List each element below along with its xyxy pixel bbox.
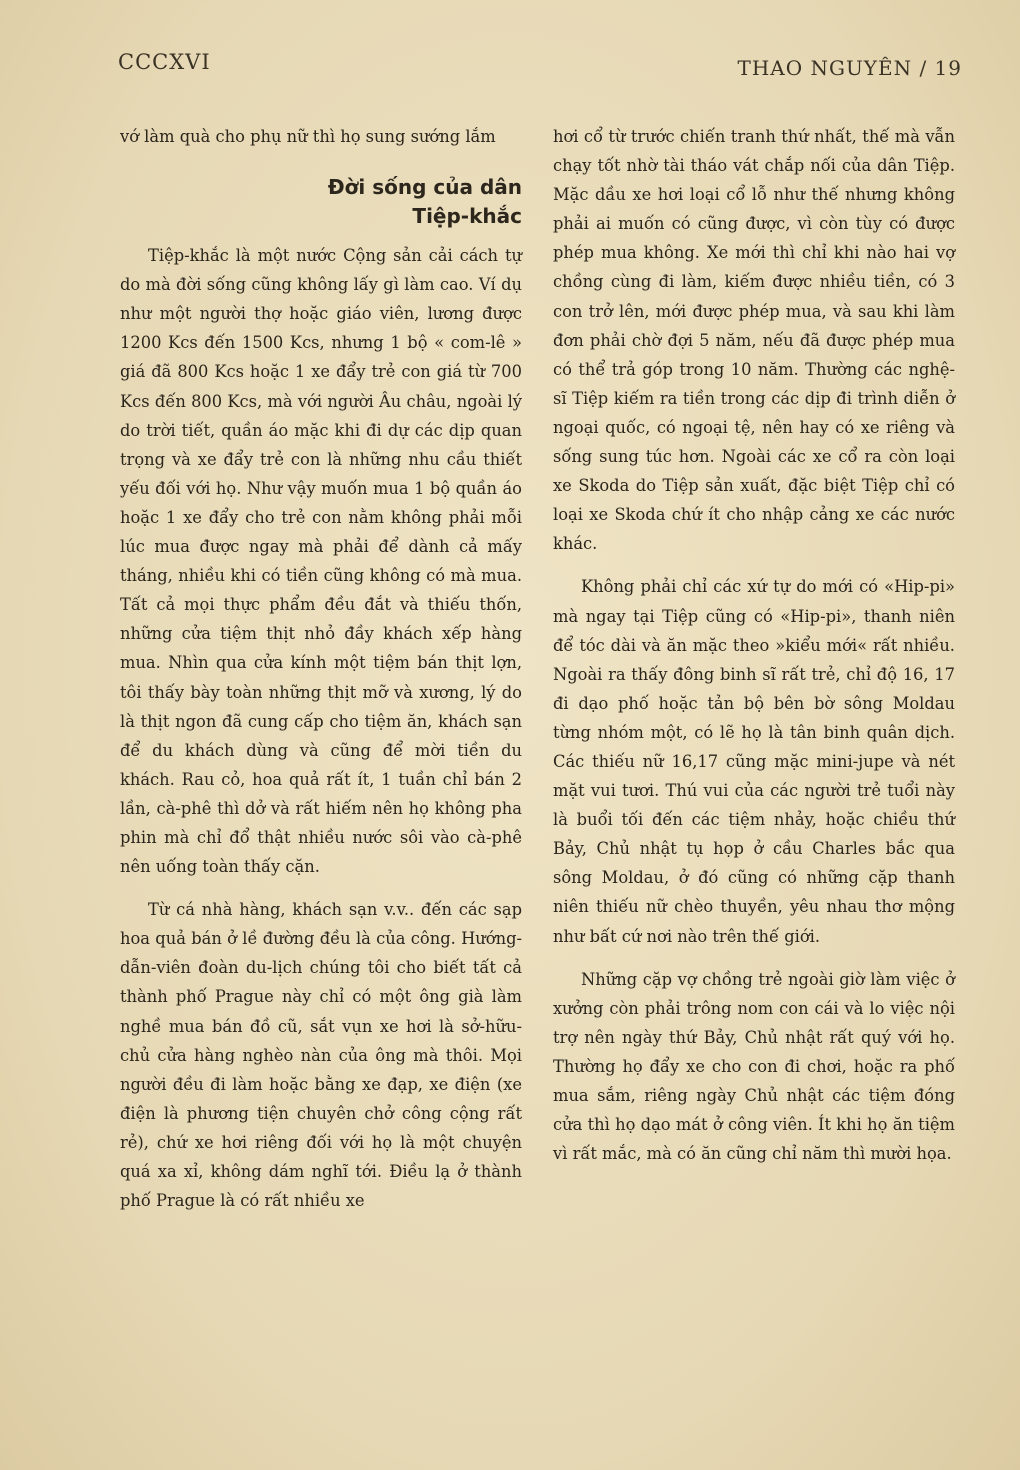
section-heading bbox=[120, 173, 522, 231]
paragraph: Từ cá nhà hàng, khách sạn v.v.. đến các sạp hoa quả bán ở lề đường đều là của công. Hướng-dẫn-viên đoàn du-lịch chúng tôi cho biết tất cả thành phố Prague này chỉ có một ông già làm nghề mua bán đồ cũ, sắt vụn xe hơi là sở-hữu-chủ cửa hàng nghèo nàn của ông mà thôi. Mọi người đều đi làm hoặc bằng xe đạp, xe điện (xe điện là phương tiện chuyên chở công cộng rất rẻ), chứ xe hơi riêng đối với họ là một chuyện quá xa xỉ, không dám nghĩ tới. Điều lạ ở thành phố Prague là có rất nhiều xe bbox=[120, 900, 522, 1211]
running-header: THAO NGUYÊN / 19 bbox=[737, 56, 962, 80]
paragraph: Những cặp vợ chồng trẻ ngoài giờ làm việc ở xưởng còn phải trông nom con cái và lo việc nội trợ nên ngày thứ Bảy, Chủ nhật rất quý với họ. Thường họ đẩy xe cho con đi chơi, hoặc ra phố mua sắm, riêng ngày Chủ nhật các tiệm đóng cửa thì họ dạo mát ở công viên. Ít khi họ ăn tiệm vì rất mắc, mà có ăn cũng chỉ năm thì mười họa. bbox=[553, 969, 955, 1164]
paragraph: Không phải chỉ các xứ tự do mới có «Hip-pi» mà ngay tại Tiệp cũng có «Hip-pi», thanh niên để tóc dài và ăn mặc theo »kiểu mới« rất nhiều. Ngoài ra thấy đông binh sĩ rất trẻ, chỉ độ 16, 17 đi dạo phố hoặc tản bộ bên bờ sông Moldau từng nhóm một, có lẽ họ là tân binh quân dịch. Các thiếu nữ 16,17 cũng mặc mini-jupe và nét mặt vui tươi. Thú vui của các người trẻ tuổi này là buổi tối đến các tiệm nhảy, hoặc chiều thứ Bảy, Chủ nhật tụ họp ở cầu Charles bắc qua sông Moldau, ở đó cũng có những cặp thanh niên thiếu nữ chèo thuyền, yêu nhau thơ mộng như bất cứ nơi nào trên thế giới. bbox=[553, 577, 955, 946]
paragraph: vớ làm quà cho phụ nữ thì họ sung sướng lắm bbox=[120, 127, 496, 146]
chapter-number: CCCXVI bbox=[118, 50, 211, 74]
section-heading-line: Đời sống của dân bbox=[327, 175, 522, 200]
left-column bbox=[120, 122, 522, 1215]
section-heading-line: Tiệp-khắc bbox=[412, 204, 522, 229]
paragraph: Tiệp-khắc là một nước Cộng sản cải cách tự do mà đời sống cũng không lấy gì làm cao. Ví dụ như một người thợ hoặc giáo viên, lương được 1200 Kcs đến 1500 Kcs, nhưng 1 bộ « com-lê » giá đã 800 Kcs hoặc 1 xe đẩy trẻ con giá từ 700 Kcs đến 800 Kcs, mà với người Âu châu, ngoài lý do trời tiết, quần áo mặc khi đi dự các dịp quan trọng và xe đẩy trẻ con là những nhu cầu thiết yếu đối với họ. Như vậy muốn mua 1 bộ quần áo hoặc 1 xe đẩy cho trẻ con nằm không phải mỗi lúc mua được ngay mà phải để dành cả mấy tháng, nhiều khi có tiền cũng không có mà mua. Tất cả mọi thực phẩm đều đắt và thiếu thốn, những cửa tiệm thịt nhỏ đầy khách xếp hàng mua. Nhìn qua cửa kính một tiệm bán thịt lợn, tôi thấy bày toàn những thịt mỡ và xương, lý do là thịt ngon đã cung cấp cho tiệm ăn, khách sạn để du khách dùng và cũng để mời tiền du khách. Rau cỏ, hoa quả rất ít, 1 tuần chỉ bán 2 lần, cà-phê thì dở và rất hiếm nên họ không pha phin mà chỉ đổ thật nhiều nước sôi vào cà-phê nên uống toàn thấy cặn. bbox=[120, 246, 522, 877]
paragraph: hơi cổ từ trước chiến tranh thứ nhất, thế mà vẫn chạy tốt nhờ tài tháo vát chắp nối của dân Tiệp. Mặc dầu xe hơi loại cổ lỗ như thế nhưng không phải ai muốn có cũng được, vì còn tùy có được phép mua không. Xe mới thì chỉ khi nào hai vợ chồng cùng đi làm, kiếm được nhiều tiền, có 3 con trở lên, mới được phép mua, và sau khi làm đơn phải chờ đợi 5 năm, nếu đã được phép mua có thể trả góp trong 10 năm. Thường các nghệ-sĩ Tiệp kiếm ra tiền trong các dịp đi trình diễn ở ngoại quốc, có ngoại tệ, nên hay có xe riêng và sống sung túc hơn. Ngoài các xe cổ ra còn loại xe Skoda do Tiệp sản xuất, đặc biệt Tiệp chỉ có loại xe Skoda chứ ít cho nhập cảng xe các nước khác. bbox=[553, 127, 955, 554]
right-column bbox=[553, 122, 955, 1168]
